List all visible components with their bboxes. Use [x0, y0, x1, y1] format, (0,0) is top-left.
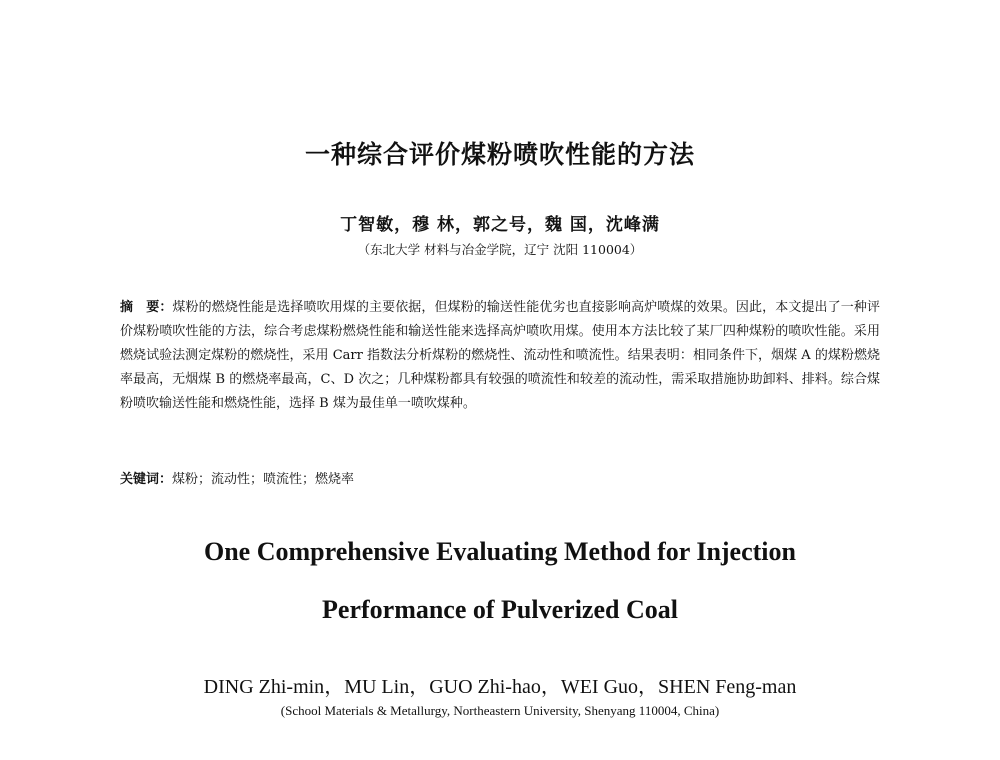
chinese-abstract	[120, 296, 880, 416]
english-affiliation: (School Materials & Metallurgy, Northeastern University, Shenyang 110004, China)	[280, 703, 720, 718]
abstract-label: 摘 要：	[120, 300, 173, 315]
author-en-1: DING Zhi-min	[203, 676, 325, 698]
author-cn-4: 魏 国	[545, 215, 588, 235]
english-authors: DING Zhi-min，MU Lin，GUO Zhi-hao，WEI Guo，SHEN Feng-man	[203, 676, 797, 698]
author-cn-1: 丁智敏	[340, 215, 395, 235]
chinese-authors: 丁智敏，穆 林，郭之号，魏 国，沈峰满	[340, 215, 660, 235]
keywords-label: 关键词：	[120, 472, 173, 487]
english-title-line-2: Performance of Pulverized Coal	[322, 595, 678, 624]
author-en-3: GUO Zhi-hao	[429, 676, 541, 698]
chinese-title: 一种综合评价煤粉喷吹性能的方法	[304, 140, 695, 169]
author-en-4: WEI Guo	[560, 676, 639, 698]
abstract-text: 煤粉的燃烧性能是选择喷吹用煤的主要依据，但煤粉的输送性能优劣也直接影响高炉喷煤的效果。因此，本文提出了一种评价煤粉喷吹性能的方法，综合考虑煤粉燃烧性能和输送性能来选择高炉喷吹用煤。使用本方法比较了某厂四种煤粉的喷吹性能。采用燃烧试验法测定煤粉的燃烧性，采用 Carr 指数法分析煤粉的燃烧性、流动性和喷流性。结果表明：相同条件下，烟煤 A 的煤粉燃烧率最高，无烟煤 B 的燃烧率最高，C、D 次之；几种煤粉都具有较强的喷流性和较差的流动性，需采取措施协助卸料、排料。综合煤粉喷吹输送性能和燃烧性能，选择 B 煤为最佳单一喷吹煤种。	[120, 300, 880, 411]
english-title-line-1: One Comprehensive Evaluating Method for Injection	[204, 537, 796, 566]
author-en-5: SHEN Feng-man	[658, 676, 797, 698]
author-cn-5: 沈峰满	[605, 215, 660, 235]
chinese-keywords	[120, 470, 880, 490]
author-cn-3: 郭之号	[473, 215, 527, 235]
author-en-2: MU Lin	[344, 676, 410, 698]
author-cn-2: 穆 林	[412, 215, 455, 235]
keywords-text: 煤粉；流动性；喷流性；燃烧率	[172, 472, 355, 487]
chinese-affiliation: （东北大学 材料与冶金学院，辽宁 沈阳 110004）	[357, 242, 643, 257]
